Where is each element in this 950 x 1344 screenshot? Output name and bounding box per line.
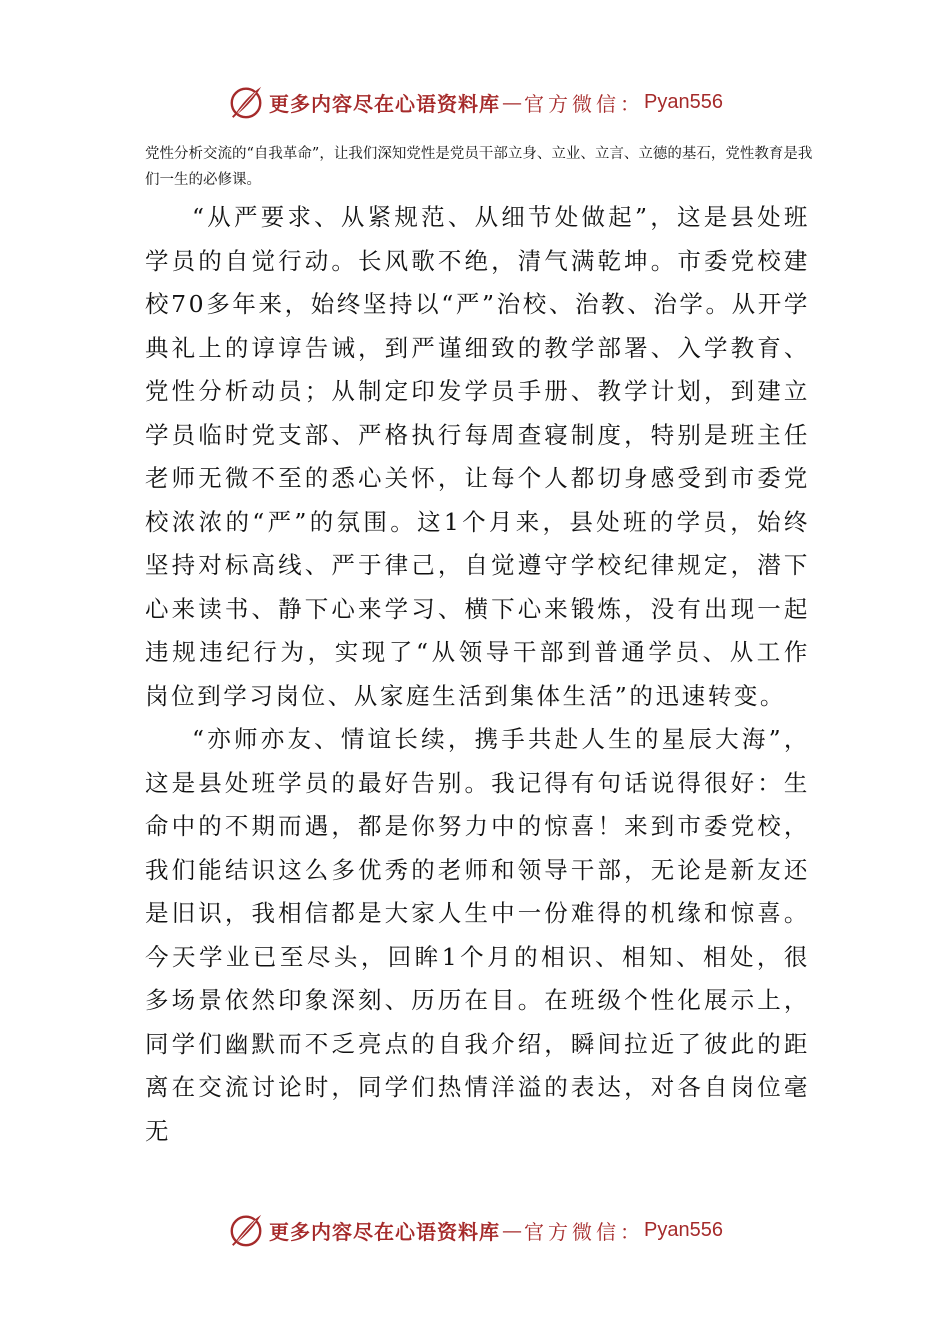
quill-pen-logo-icon (227, 1211, 265, 1249)
header-watermark-banner (0, 80, 950, 124)
banner-dash: — (502, 1218, 523, 1242)
quill-pen-logo-icon (227, 83, 265, 121)
paragraph-discipline: “从严要求、从紧规范、从细节处做起”，这是县处班学员的自觉行动。长风歌不绝，清气满乾坤。市委党校建校70多年来，始终坚持以“严”治校、治教、治学。从开学典礼上的谆谆告诫，到严谨细致的教学部署、入学教育、党性分析动员；从制定印发学员手册、教学计划，到建立学员临时党支部、严格执行每周查寝制度，特别是班主任老师无微不至的悉心关怀，让每个人都切身感受到市委党校浓浓的“严”的氛围。这1个月来，县处班的学员，始终坚持对标高线、严于律己，自觉遵守学校纪律规定，潜下心来读书、静下心来学习、横下心来锻炼，没有出现一起违规违纪行为，实现了“从领导干部到普通学员、从工作岗位到学习岗位、从家庭生活到集体生活”的迅速转变。 (145, 203, 810, 710)
banner-wechat-id: Pyan556 (644, 1218, 723, 1241)
footer-watermark-banner (0, 1208, 950, 1252)
intro-fragment: 党性分析交流的“自我革命”，让我们深知党性是党员干部立身、立业、立言、立德的基石，党性教育是我们一生的必修课。 (145, 146, 813, 188)
banner-brand-text: 更多内容尽在心语资料库 (269, 91, 501, 116)
banner-wechat-label: 官方微信： (524, 91, 645, 116)
banner-wechat-label: 官方微信： (524, 1219, 645, 1244)
document-body (145, 196, 810, 1153)
banner-brand-text: 更多内容尽在心语资料库 (269, 1219, 501, 1244)
paragraph-farewell: “亦师亦友、情谊长续，携手共赴人生的星辰大海”，这是县处班学员的最好告别。我记得有句话说得很好：生命中的不期而遇，都是你努力中的惊喜！来到市委党校，我们能结识这么多优秀的老师和领导干部，无论是新友还是旧识，我相信都是大家人生中一份难得的机缘和惊喜。今天学业已至尽头，回眸1个月的相识、相知、相处，很多场景依然印象深刻、历历在目。在班级个性化展示上，同学们幽默而不乏亮点的自我介绍，瞬间拉近了彼此的距离在交流讨论时，同学们热情洋溢的表达，对各自岗位毫无 (145, 725, 810, 1145)
banner-wechat-id: Pyan556 (644, 90, 723, 113)
banner-dash: — (502, 90, 523, 114)
